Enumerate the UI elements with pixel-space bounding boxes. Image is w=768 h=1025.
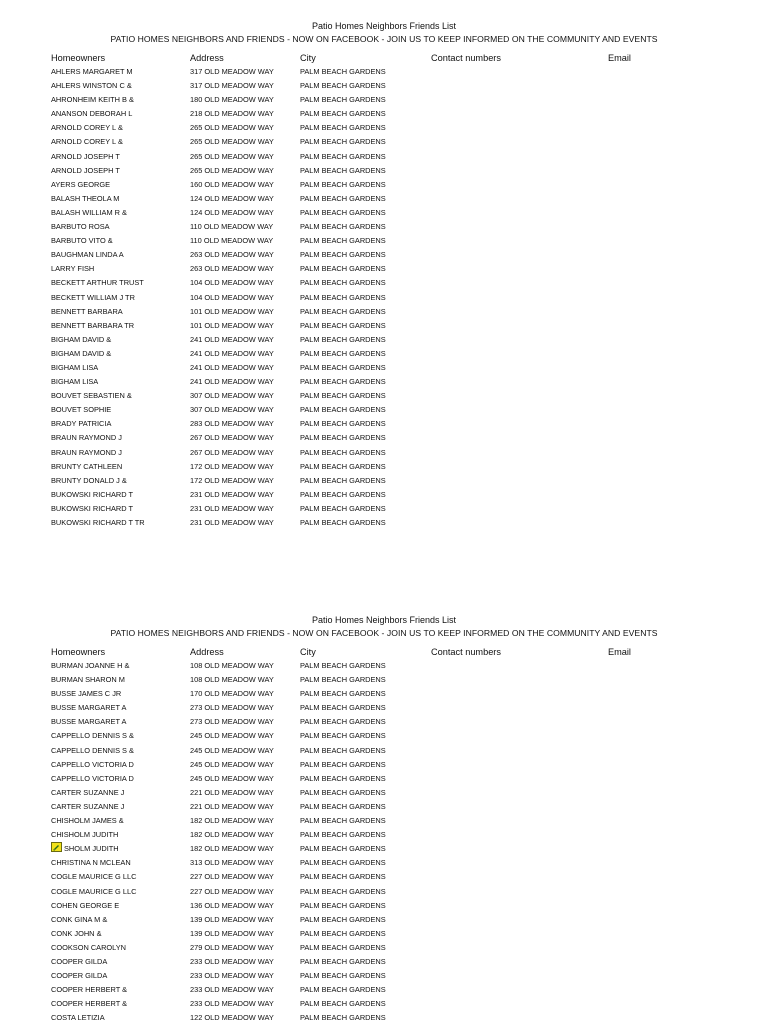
column-header-contact-numbers: Contact numbers	[431, 53, 501, 63]
homeowner-name: BARBUTO ROSA	[51, 222, 110, 232]
table-row	[0, 502, 768, 516]
city-cell: PALM BEACH GARDENS	[300, 801, 386, 811]
city-cell: PALM BEACH GARDENS	[300, 306, 386, 316]
homeowner-name: COOPER HERBERT &	[51, 999, 128, 1009]
homeowner-name: BUSSE JAMES C JR	[51, 689, 122, 699]
homeowner-name: BRUNTY DONALD J &	[51, 475, 127, 485]
table-row	[0, 403, 768, 417]
city-cell: PALM BEACH GARDENS	[300, 447, 386, 457]
homeowner-name: BIGHAM DAVID &	[51, 348, 112, 358]
column-header-row	[0, 51, 768, 65]
city-cell: PALM BEACH GARDENS	[300, 858, 386, 868]
city-cell: PALM BEACH GARDENS	[300, 250, 386, 260]
table-row	[0, 744, 768, 758]
homeowner-name: ARNOLD JOSEPH T	[51, 151, 120, 161]
address-cell: 139 OLD MEADOW WAY	[190, 914, 274, 924]
homeowner-name: CONK JOHN &	[51, 928, 102, 938]
table-row	[0, 291, 768, 305]
column-header-row	[0, 645, 768, 659]
address-cell: 122 OLD MEADOW WAY	[190, 1013, 274, 1023]
address-cell: 307 OLD MEADOW WAY	[190, 405, 274, 415]
city-cell: PALM BEACH GARDENS	[300, 123, 386, 133]
address-cell: 307 OLD MEADOW WAY	[190, 391, 274, 401]
city-cell: PALM BEACH GARDENS	[300, 745, 386, 755]
table-row	[0, 474, 768, 488]
homeowner-name: CARTER SUZANNE J	[51, 801, 125, 811]
document-subtitle: PATIO HOMES NEIGHBORS AND FRIENDS - NOW ON FACEBOOK - JOIN US TO KEEP INFORMED ON THE COMMUNITY AND EVENTS	[110, 34, 658, 44]
document-subtitle: PATIO HOMES NEIGHBORS AND FRIENDS - NOW ON FACEBOOK - JOIN US TO KEEP INFORMED ON THE COMMUNITY AND EVENTS	[110, 628, 658, 638]
address-cell: 241 OLD MEADOW WAY	[190, 334, 274, 344]
city-cell: PALM BEACH GARDENS	[300, 348, 386, 358]
table-row	[0, 150, 768, 164]
city-cell: PALM BEACH GARDENS	[300, 377, 386, 387]
table-row	[0, 460, 768, 474]
table-row	[0, 983, 768, 997]
address-cell: 101 OLD MEADOW WAY	[190, 306, 274, 316]
homeowner-name: BENNETT BARBARA TR	[51, 320, 135, 330]
city-cell: PALM BEACH GARDENS	[300, 278, 386, 288]
note-icon[interactable]	[51, 842, 62, 852]
table-row	[0, 673, 768, 687]
table-row	[0, 800, 768, 814]
homeowner-name: BIGHAM DAVID &	[51, 334, 112, 344]
page-section-2	[0, 614, 768, 1025]
homeowner-name: COGLE MAURICE G LLC	[51, 872, 137, 882]
table-row	[0, 164, 768, 178]
table-row	[0, 488, 768, 502]
city-cell: PALM BEACH GARDENS	[300, 675, 386, 685]
city-cell: PALM BEACH GARDENS	[300, 1013, 386, 1023]
column-header-email: Email	[608, 53, 631, 63]
homeowner-name: BUSSE MARGARET A	[51, 717, 127, 727]
homeowner-name: AHLERS WINSTON C &	[51, 81, 132, 91]
city-cell: PALM BEACH GARDENS	[300, 661, 386, 670]
address-cell: 265 OLD MEADOW WAY	[190, 137, 274, 147]
table-row	[0, 969, 768, 983]
column-header-homeowners: Homeowners	[51, 53, 106, 63]
table-row	[0, 885, 768, 899]
city-cell: PALM BEACH GARDENS	[300, 81, 386, 91]
address-cell: 313 OLD MEADOW WAY	[190, 858, 274, 868]
address-cell: 101 OLD MEADOW WAY	[190, 320, 274, 330]
city-cell: PALM BEACH GARDENS	[300, 475, 386, 485]
homeowner-name: ARNOLD JOSEPH T	[51, 165, 120, 175]
homeowner-name: ARNOLD COREY L &	[51, 137, 123, 147]
table-row	[0, 431, 768, 445]
city-cell: PALM BEACH GARDENS	[300, 405, 386, 415]
city-cell: PALM BEACH GARDENS	[300, 928, 386, 938]
table-row	[0, 389, 768, 403]
table-row	[0, 107, 768, 121]
table-row	[0, 856, 768, 870]
city-cell: PALM BEACH GARDENS	[300, 971, 386, 981]
city-cell: PALM BEACH GARDENS	[300, 717, 386, 727]
homeowner-name: BIGHAM LISA	[51, 362, 99, 372]
address-cell: 265 OLD MEADOW WAY	[190, 165, 274, 175]
city-cell: PALM BEACH GARDENS	[300, 518, 386, 527]
table-row	[0, 375, 768, 389]
homeowner-name: BECKETT WILLIAM J TR	[51, 292, 135, 302]
table-row	[0, 446, 768, 460]
city-cell: PALM BEACH GARDENS	[300, 844, 386, 854]
address-cell: 245 OLD MEADOW WAY	[190, 759, 274, 769]
homeowner-name: BIGHAM LISA	[51, 377, 99, 387]
table-row	[0, 262, 768, 276]
table-row	[0, 79, 768, 93]
homeowner-name: CHISHOLM JAMES &	[51, 816, 124, 826]
city-cell: PALM BEACH GARDENS	[300, 95, 386, 105]
homeowner-name: BAUGHMAN LINDA A	[51, 250, 124, 260]
city-cell: PALM BEACH GARDENS	[300, 872, 386, 882]
address-cell: 182 OLD MEADOW WAY	[190, 830, 274, 840]
table-row	[0, 417, 768, 431]
address-cell: 139 OLD MEADOW WAY	[190, 928, 274, 938]
homeowner-name: BUKOWSKI RICHARD T	[51, 503, 133, 513]
city-cell: PALM BEACH GARDENS	[300, 942, 386, 952]
homeowner-name: ANANSON DEBORAH L	[51, 109, 133, 119]
homeowner-name: BOUVET SEBASTIEN &	[51, 391, 132, 401]
city-cell: PALM BEACH GARDENS	[300, 689, 386, 699]
address-cell: 221 OLD MEADOW WAY	[190, 787, 274, 797]
homeowner-name: BRAUN RAYMOND J	[51, 433, 122, 443]
address-cell: 233 OLD MEADOW WAY	[190, 985, 274, 995]
city-cell: PALM BEACH GARDENS	[300, 137, 386, 147]
column-header-city: City	[300, 53, 316, 63]
homeowner-name: COHEN GEORGE E	[51, 900, 120, 910]
homeowner-name: AHRONHEIM KEITH B &	[51, 95, 134, 105]
city-cell: PALM BEACH GARDENS	[300, 179, 386, 189]
city-cell: PALM BEACH GARDENS	[300, 109, 386, 119]
address-cell: 273 OLD MEADOW WAY	[190, 703, 274, 713]
city-cell: PALM BEACH GARDENS	[300, 236, 386, 246]
table-row	[0, 927, 768, 941]
city-cell: PALM BEACH GARDENS	[300, 956, 386, 966]
address-cell: 180 OLD MEADOW WAY	[190, 95, 274, 105]
address-cell: 241 OLD MEADOW WAY	[190, 377, 274, 387]
address-cell: 265 OLD MEADOW WAY	[190, 151, 274, 161]
address-cell: 263 OLD MEADOW WAY	[190, 264, 274, 274]
homeowner-table	[0, 65, 768, 530]
city-cell: PALM BEACH GARDENS	[300, 787, 386, 797]
table-row	[0, 941, 768, 955]
column-header-city: City	[300, 647, 316, 657]
city-cell: PALM BEACH GARDENS	[300, 193, 386, 203]
table-row	[0, 701, 768, 715]
city-cell: PALM BEACH GARDENS	[300, 292, 386, 302]
address-cell: 317 OLD MEADOW WAY	[190, 81, 274, 91]
table-row	[0, 206, 768, 220]
homeowner-name: BURMAN JOANNE H &	[51, 661, 130, 670]
address-cell: 182 OLD MEADOW WAY	[190, 844, 274, 854]
address-cell: 317 OLD MEADOW WAY	[190, 67, 274, 76]
table-row	[0, 361, 768, 375]
homeowner-name: CAPPELLO VICTORIA D	[51, 759, 134, 769]
city-cell: PALM BEACH GARDENS	[300, 773, 386, 783]
address-cell: 104 OLD MEADOW WAY	[190, 278, 274, 288]
homeowner-name: SHOLM JUDITH	[64, 844, 119, 854]
column-header-contact-numbers: Contact numbers	[431, 647, 501, 657]
address-cell: 136 OLD MEADOW WAY	[190, 900, 274, 910]
homeowner-name: CHRISTINA N MCLEAN	[51, 858, 131, 868]
city-cell: PALM BEACH GARDENS	[300, 703, 386, 713]
homeowner-name: CAPPELLO DENNIS S &	[51, 731, 134, 741]
address-cell: 233 OLD MEADOW WAY	[190, 999, 274, 1009]
table-row	[0, 178, 768, 192]
city-cell: PALM BEACH GARDENS	[300, 67, 386, 76]
homeowner-name: AYERS GEORGE	[51, 179, 111, 189]
table-row	[0, 814, 768, 828]
table-row	[0, 1011, 768, 1025]
city-cell: PALM BEACH GARDENS	[300, 222, 386, 232]
homeowner-name: AHLERS MARGARET M	[51, 67, 133, 76]
city-cell: PALM BEACH GARDENS	[300, 759, 386, 769]
address-cell: 231 OLD MEADOW WAY	[190, 489, 274, 499]
address-cell: 160 OLD MEADOW WAY	[190, 179, 274, 189]
address-cell: 172 OLD MEADOW WAY	[190, 475, 274, 485]
table-row	[0, 786, 768, 800]
homeowner-name: BUSSE MARGARET A	[51, 703, 127, 713]
address-cell: 279 OLD MEADOW WAY	[190, 942, 274, 952]
city-cell: PALM BEACH GARDENS	[300, 985, 386, 995]
homeowner-name: CONK GINA M &	[51, 914, 108, 924]
city-cell: PALM BEACH GARDENS	[300, 886, 386, 896]
document-title: Patio Homes Neighbors Friends List	[311, 615, 457, 625]
city-cell: PALM BEACH GARDENS	[300, 419, 386, 429]
city-cell: PALM BEACH GARDENS	[300, 489, 386, 499]
column-header-email: Email	[608, 647, 631, 657]
homeowner-name: COOKSON CAROLYN	[51, 942, 127, 952]
table-row	[0, 93, 768, 107]
address-cell: 241 OLD MEADOW WAY	[190, 362, 274, 372]
city-cell: PALM BEACH GARDENS	[300, 461, 386, 471]
homeowner-name: BECKETT ARTHUR TRUST	[51, 278, 144, 288]
address-cell: 273 OLD MEADOW WAY	[190, 717, 274, 727]
homeowner-name: COOPER GILDA	[51, 956, 108, 966]
homeowner-name: COOPER HERBERT &	[51, 985, 128, 995]
address-cell: 283 OLD MEADOW WAY	[190, 419, 274, 429]
table-row	[0, 220, 768, 234]
city-cell: PALM BEACH GARDENS	[300, 264, 386, 274]
city-cell: PALM BEACH GARDENS	[300, 165, 386, 175]
homeowner-name: BALASH THEOLA M	[51, 193, 120, 203]
table-row	[0, 516, 768, 530]
address-cell: 265 OLD MEADOW WAY	[190, 123, 274, 133]
address-cell: 241 OLD MEADOW WAY	[190, 348, 274, 358]
city-cell: PALM BEACH GARDENS	[300, 900, 386, 910]
city-cell: PALM BEACH GARDENS	[300, 391, 386, 401]
table-row	[0, 729, 768, 743]
table-row	[0, 319, 768, 333]
homeowner-name: COOPER GILDA	[51, 971, 108, 981]
table-row	[0, 899, 768, 913]
homeowner-name: BURMAN SHARON M	[51, 675, 125, 685]
city-cell: PALM BEACH GARDENS	[300, 320, 386, 330]
address-cell: 263 OLD MEADOW WAY	[190, 250, 274, 260]
table-row	[0, 65, 768, 79]
address-cell: 267 OLD MEADOW WAY	[190, 433, 274, 443]
homeowner-name: CHISHOLM JUDITH	[51, 830, 119, 840]
address-cell: 245 OLD MEADOW WAY	[190, 745, 274, 755]
address-cell: 108 OLD MEADOW WAY	[190, 661, 274, 670]
address-cell: 110 OLD MEADOW WAY	[190, 222, 274, 232]
page-section-1	[0, 20, 768, 530]
city-cell: PALM BEACH GARDENS	[300, 830, 386, 840]
table-row	[0, 955, 768, 969]
city-cell: PALM BEACH GARDENS	[300, 207, 386, 217]
table-row	[0, 276, 768, 290]
document-title: Patio Homes Neighbors Friends List	[311, 21, 457, 31]
homeowner-name: CAPPELLO VICTORIA D	[51, 773, 134, 783]
address-cell: 231 OLD MEADOW WAY	[190, 518, 274, 527]
address-cell: 104 OLD MEADOW WAY	[190, 292, 274, 302]
table-row	[0, 121, 768, 135]
table-row	[0, 135, 768, 149]
homeowner-name: BRUNTY CATHLEEN	[51, 461, 123, 471]
table-row	[0, 333, 768, 347]
table-row	[0, 715, 768, 729]
homeowner-name: LARRY FISH	[51, 264, 95, 274]
homeowner-name: BUKOWSKI RICHARD T	[51, 489, 133, 499]
homeowner-name: CARTER SUZANNE J	[51, 787, 125, 797]
table-row	[0, 305, 768, 319]
address-cell: 108 OLD MEADOW WAY	[190, 675, 274, 685]
city-cell: PALM BEACH GARDENS	[300, 503, 386, 513]
city-cell: PALM BEACH GARDENS	[300, 999, 386, 1009]
address-cell: 227 OLD MEADOW WAY	[190, 886, 274, 896]
city-cell: PALM BEACH GARDENS	[300, 334, 386, 344]
homeowner-name: COGLE MAURICE G LLC	[51, 886, 137, 896]
address-cell: 245 OLD MEADOW WAY	[190, 773, 274, 783]
table-row	[0, 913, 768, 927]
column-header-homeowners: Homeowners	[51, 647, 106, 657]
homeowner-name: BRADY PATRICIA	[51, 419, 112, 429]
table-row	[0, 659, 768, 673]
homeowner-table	[0, 659, 768, 1025]
table-row	[0, 234, 768, 248]
city-cell: PALM BEACH GARDENS	[300, 914, 386, 924]
address-cell: 172 OLD MEADOW WAY	[190, 461, 274, 471]
table-row	[0, 347, 768, 361]
table-row	[0, 870, 768, 884]
city-cell: PALM BEACH GARDENS	[300, 433, 386, 443]
homeowner-name: BALASH WILLIAM R &	[51, 207, 127, 217]
table-row	[0, 772, 768, 786]
address-cell: 221 OLD MEADOW WAY	[190, 801, 274, 811]
table-row	[0, 687, 768, 701]
table-row	[0, 842, 768, 856]
table-row	[0, 828, 768, 842]
city-cell: PALM BEACH GARDENS	[300, 362, 386, 372]
homeowner-name: BRAUN RAYMOND J	[51, 447, 122, 457]
address-cell: 170 OLD MEADOW WAY	[190, 689, 274, 699]
address-cell: 233 OLD MEADOW WAY	[190, 956, 274, 966]
address-cell: 231 OLD MEADOW WAY	[190, 503, 274, 513]
homeowner-name: COSTA LETIZIA	[51, 1013, 105, 1023]
homeowner-name: BOUVET SOPHIE	[51, 405, 112, 415]
column-header-address: Address	[190, 53, 224, 63]
address-cell: 227 OLD MEADOW WAY	[190, 872, 274, 882]
homeowner-name: ARNOLD COREY L &	[51, 123, 123, 133]
city-cell: PALM BEACH GARDENS	[300, 151, 386, 161]
column-header-address: Address	[190, 647, 224, 657]
address-cell: 245 OLD MEADOW WAY	[190, 731, 274, 741]
address-cell: 110 OLD MEADOW WAY	[190, 236, 274, 246]
city-cell: PALM BEACH GARDENS	[300, 816, 386, 826]
address-cell: 124 OLD MEADOW WAY	[190, 193, 274, 203]
homeowner-name: BENNETT BARBARA	[51, 306, 123, 316]
table-row	[0, 997, 768, 1011]
homeowner-name: CAPPELLO DENNIS S &	[51, 745, 134, 755]
address-cell: 233 OLD MEADOW WAY	[190, 971, 274, 981]
homeowner-name: BARBUTO VITO &	[51, 236, 113, 246]
city-cell: PALM BEACH GARDENS	[300, 731, 386, 741]
address-cell: 124 OLD MEADOW WAY	[190, 207, 274, 217]
table-row	[0, 758, 768, 772]
address-cell: 267 OLD MEADOW WAY	[190, 447, 274, 457]
homeowner-name: BUKOWSKI RICHARD T TR	[51, 518, 145, 527]
address-cell: 218 OLD MEADOW WAY	[190, 109, 274, 119]
table-row	[0, 248, 768, 262]
table-row	[0, 192, 768, 206]
address-cell: 182 OLD MEADOW WAY	[190, 816, 274, 826]
